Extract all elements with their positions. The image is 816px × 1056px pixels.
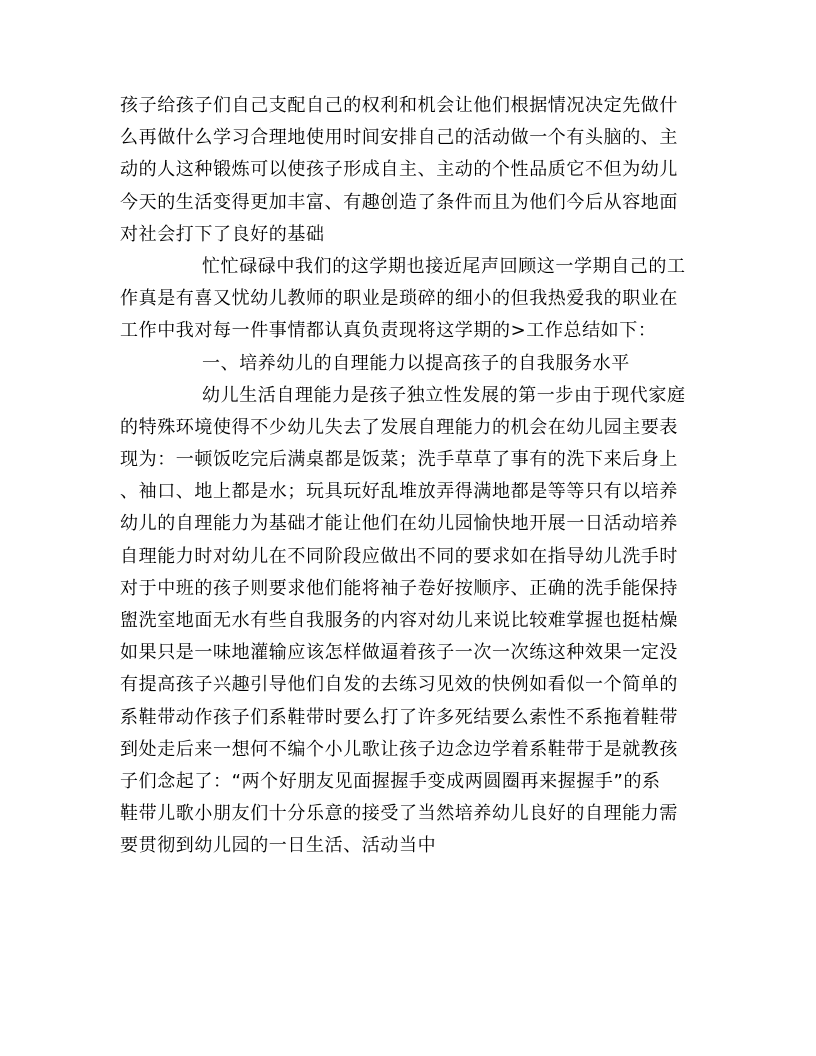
- paragraph-line: 今天的生活变得更加丰富、有趣创造了条件而且为他们今后从容地面: [120, 191, 678, 213]
- paragraph-line: 对社会打下了良好的基础: [120, 223, 325, 245]
- paragraph-line: 的特殊环境使得不少幼儿失去了发展自理能力的机会在幼儿园主要表: [120, 416, 678, 438]
- paragraph-line: 有提高孩子兴趣引导他们自发的去练习见效的快例如看似一个简单的: [120, 674, 678, 696]
- paragraph-line: 对于中班的孩子则要求他们能将袖子卷好按顺序、正确的洗手能保持: [120, 577, 678, 599]
- paragraph-line: 孩子给孩子们自己支配自己的权利和机会让他们根据情况决定先做什: [120, 95, 678, 116]
- paragraph-line: 自理能力时对幼儿在不同阶段应做出不同的要求如在指导幼儿洗手时: [120, 545, 678, 567]
- paragraph-line: 要贯彻到幼儿园的一日生活、活动当中: [120, 835, 437, 857]
- document-body: [120, 90, 700, 863]
- section-heading: 一、培养幼儿的自理能力以提高孩子的自我服务水平: [202, 352, 630, 374]
- paragraph-line: 系鞋带动作孩子们系鞋带时要么打了许多死结要么索性不系拖着鞋带: [120, 706, 678, 728]
- paragraph-line: 工作中我对每一件事情都认真负责现将这学期的>工作总结如下：: [120, 320, 657, 342]
- paragraph-line: 鞋带儿歌小朋友们十分乐意的接受了当然培养幼儿良好的自理能力需: [120, 803, 678, 825]
- paragraph-line: 幼儿的自理能力为基础才能让他们在幼儿园愉快地开展一日活动培养: [120, 513, 678, 535]
- paragraph-line: 幼儿生活自理能力是孩子独立性发展的第一步由于现代家庭: [202, 384, 686, 406]
- paragraph-line: 动的人这种锻炼可以使孩子形成自主、主动的个性品质它不但为幼儿: [120, 159, 678, 181]
- paragraph-line: 如果只是一味地灌输应该怎样做逼着孩子一次一次练这种效果一定没: [120, 642, 678, 664]
- paragraph-line: 盥洗室地面无水有些自我服务的内容对幼儿来说比较难掌握也挺枯燥: [120, 610, 678, 631]
- paragraph-line: 忙忙碌碌中我们的这学期也接近尾声回顾这一学期自己的工: [202, 255, 686, 277]
- paragraph-line: 现为：一顿饭吃完后满桌都是饭菜；洗手草草了事有的洗下来后身上: [120, 449, 678, 471]
- paragraph-line: 么再做什么学习合理地使用时间安排自己的活动做一个有头脑的、主: [120, 127, 678, 149]
- paragraph-line: 子们念起了：“两个好朋友见面握握手变成两圆圈再来握握手”的系: [120, 770, 661, 792]
- paragraph-line: 作真是有喜又忧幼儿教师的职业是琐碎的细小的但我热爱我的职业在: [120, 288, 678, 310]
- paragraph-line: 到处走后来一想何不编个小儿歌让孩子边念边学着系鞋带于是就教孩: [120, 738, 678, 760]
- paragraph-line: 、袖口、地上都是水；玩具玩好乱堆放弄得满地都是等等只有以培养: [120, 481, 678, 503]
